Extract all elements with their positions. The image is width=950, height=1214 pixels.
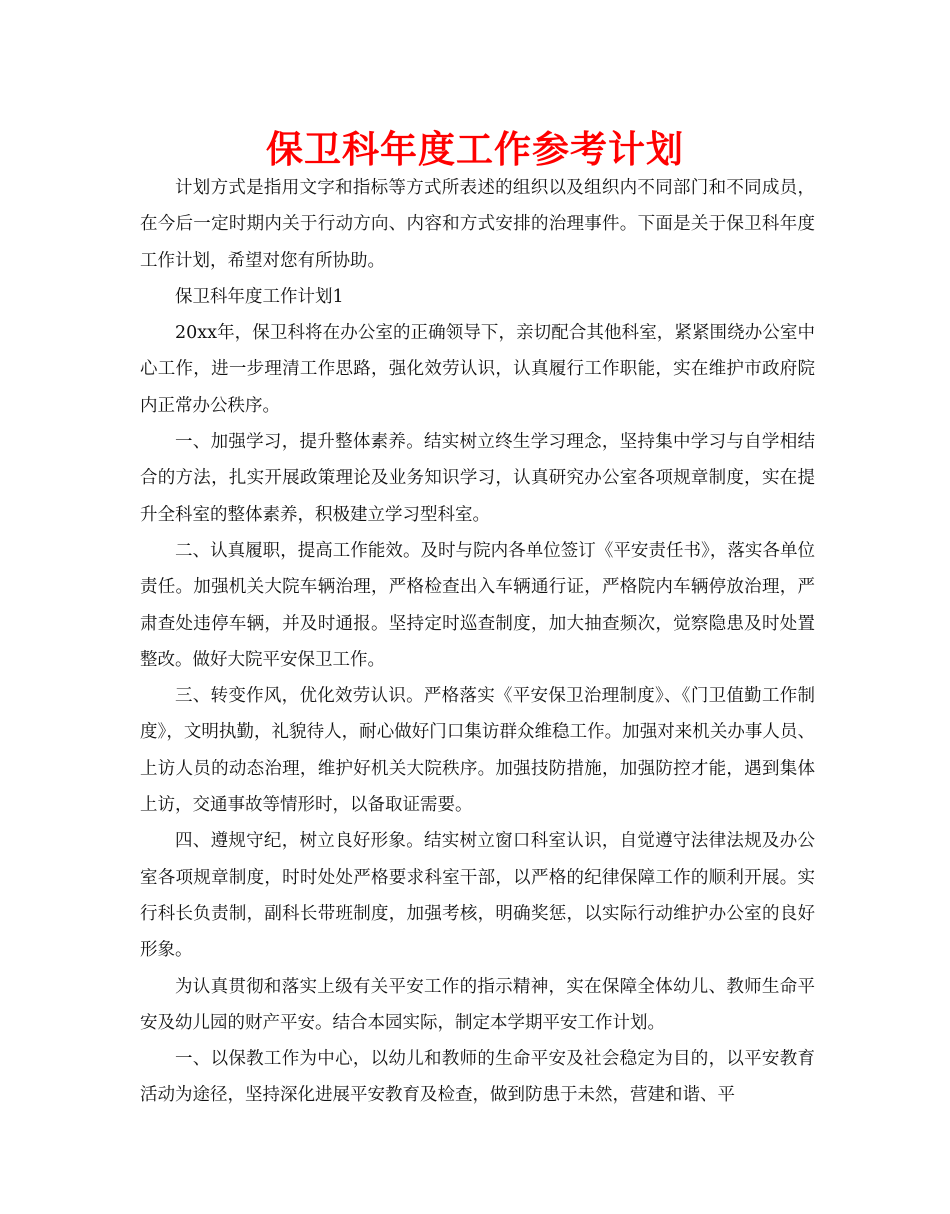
paragraph: 为认真贯彻和落实上级有关平安工作的指示精神，实在保障全体幼儿、教师生命平安及幼儿园的财产平安。结合本园实际，制定本学期平安工作计划。	[140, 976, 815, 1033]
paragraph: 三、转变作风，优化效劳认识。严格落实《平安保卫治理制度》、《门卫值勤工作制度》，文明执勤，礼貌待人，耐心做好门口集访群众维稳工作。加强对来机关办事人员、上访人员的动态治理，维护好机关大院秩序。加强技防措施，加强防控才能，遇到集体上访，交通事故等情形时，以备取证需要。	[140, 686, 815, 816]
section-heading: 保卫科年度工作计划1	[175, 286, 344, 307]
document-title: 保卫科年度工作参考计划	[266, 128, 684, 171]
paragraph: 二、认真履职，提高工作能效。及时与院内各单位签订《平安责任书》，落实各单位责任。加强机关大院车辆治理，严格检查出入车辆通行证，严格院内车辆停放治理，严肃查处违停车辆，并及时通报。坚持定时巡查制度，加大抽查频次，觉察隐患及时处置整改。做好大院平安保卫工作。	[140, 540, 815, 670]
paragraph: 一、加强学习，提升整体素养。结实树立终生学习理念，坚持集中学习与自学相结合的方法，扎实开展政策理论及业务知识学习，认真研究办公室各项规章制度，实在提升全科室的整体素养，积极建立学习型科室。	[140, 432, 815, 525]
paragraph-intro: 计划方式是指用文字和指标等方式所表述的组织以及组织内不同部门和不同成员，在今后一定时期内关于行动方向、内容和方式安排的治理事件。下面是关于保卫科年度工作计划，希望对您有所协助。	[140, 178, 815, 271]
document-body	[140, 170, 815, 1114]
paragraph: 一、以保教工作为中心，以幼儿和教师的生命平安及社会稳定为目的，以平安教育活动为途径，坚持深化进展平安教育及检查，做到防患于未然，营建和谐、平	[140, 1049, 815, 1106]
paragraph: 20xx年，保卫科将在办公室的正确领导下，亲切配合其他科室，紧紧围绕办公室中心工作，进一步理清工作思路，强化效劳认识，认真履行工作职能，实在维护市政府院内正常办公秩序。	[140, 323, 815, 416]
paragraph: 四、遵规守纪，树立良好形象。结实树立窗口科室认识，自觉遵守法律法规及办公室各项规章制度，时时处处严格要求科室干部，以严格的纪律保障工作的顺利开展。实行科长负责制，副科长带班制度，加强考核，明确奖惩，以实际行动维护办公室的良好形象。	[140, 831, 815, 961]
